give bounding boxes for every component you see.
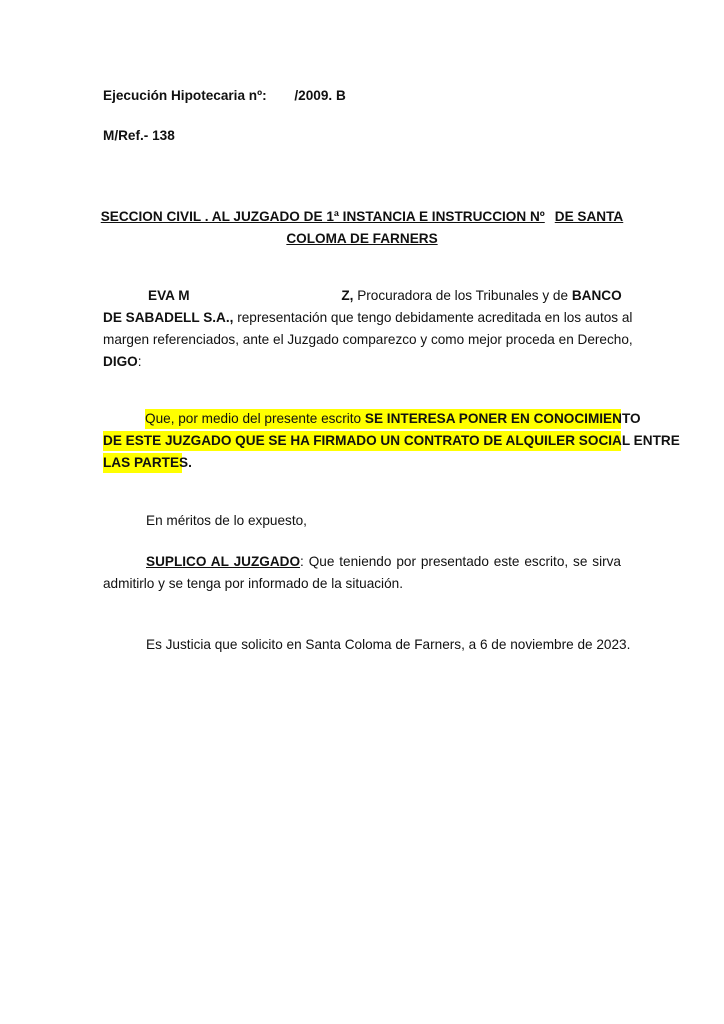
attorney-role: Procuradora de los Tribunales y de [357,288,569,303]
attorney-first-name: EVA M [148,288,190,303]
highlight-line-3 [103,452,192,474]
title-court: SECCION CIVIL . AL JUZGADO DE 1ª INSTANCIA E INSTRUCCION Nº [100,209,545,224]
highlight-bold-text-1: SE INTERESA PONER EN CONOCIMIENTO [364,411,641,426]
closing-text [146,634,630,656]
my-reference-text: M/Ref.- 138 [103,128,175,143]
document-title-line-2 [0,228,724,250]
suplico-line-1 [103,551,621,573]
digo-colon: : [137,354,142,369]
intro-line-3 [103,329,633,351]
title-town: COLOMA DE FARNERS [286,231,438,246]
case-reference-value: /2009. B [294,88,346,103]
my-reference [103,125,175,147]
intro-line-3-text: margen referenciados, ante el Juzgado comparezco y como mejor proceda en Derecho, [103,332,633,347]
intro-line-2 [103,307,633,329]
intro-line-2-text: representación que tengo debidamente acreditada en los autos al [237,310,633,325]
attorney-last-name: Z, [341,288,354,303]
digo-word: DIGO [103,354,138,369]
intro-line-1 [103,285,621,307]
case-reference [103,85,346,107]
merits-line: En méritos de lo expuesto, [146,513,307,528]
suplico-label: SUPLICO AL JUZGADO [146,554,301,569]
highlight-line-1 [103,408,641,430]
suplico-text: : Que teniendo por presentado este escrito, se sirva [300,554,621,569]
title-court-location: DE SANTA [554,209,624,224]
suplico-line-2-text: admitirlo y se tenga por informado de la situación. [103,576,403,591]
highlight-bold-text-3: LAS PARTES. [103,455,192,470]
highlight-bold-text-2: DE ESTE JUZGADO QUE SE HA FIRMADO UN CONTRATO DE ALQUILER SOCIAL ENTRE [103,433,680,448]
bank-name-b: DE SABADELL S.A., [103,310,234,325]
closing-line: Es Justicia que solicito en Santa Coloma de Farners, a 6 de noviembre de 2023. [146,637,631,652]
suplico-line-2 [103,573,403,595]
intro-line-4 [103,351,142,373]
bank-name-a: BANCO [571,288,622,303]
case-reference-label: Ejecución Hipotecaria nº: [103,88,267,103]
highlight-intro-text: Que, por medio del presente escrito [145,411,362,426]
merits-text [146,510,307,532]
document-title-line-1 [0,206,724,228]
highlight-line-2 [103,430,680,452]
